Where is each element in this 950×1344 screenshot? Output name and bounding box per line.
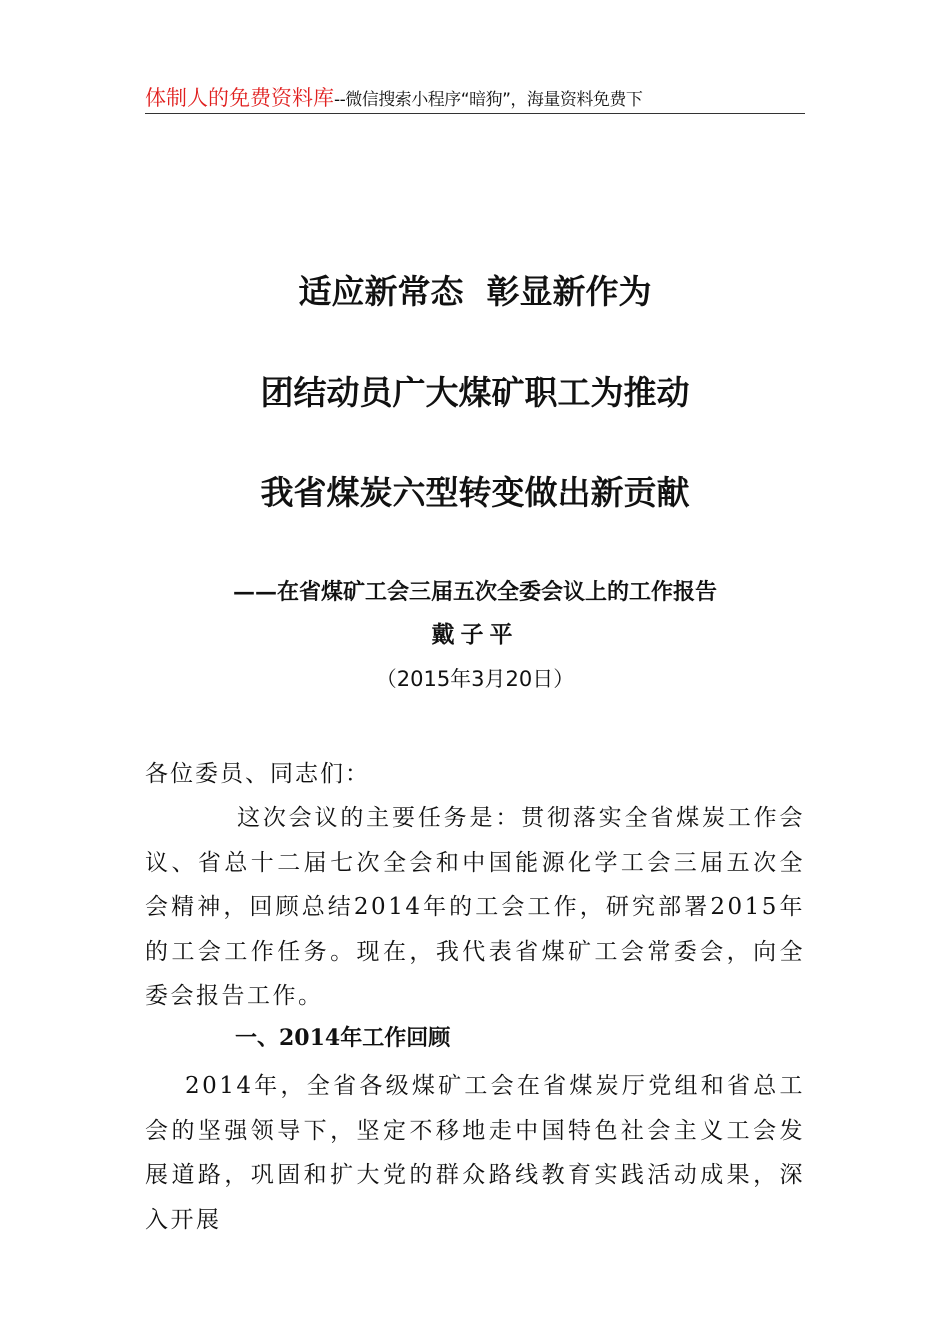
header-note: --微信搜索小程序“暗狗”，海量资料免费下	[334, 90, 643, 110]
salutation: 各位委员、同志们：	[145, 761, 370, 787]
page-header	[145, 82, 805, 112]
title-line-3: 我省煤炭六型转变做出新贡献	[260, 473, 690, 512]
subtitle: ——在省煤矿工会三届五次全委会议上的工作报告	[232, 579, 717, 605]
title-line-2: 团结动员广大煤矿职工为推动	[260, 373, 690, 412]
paragraph-intro: 这次会议的主要任务是：贯彻落实全省煤炭工作会议、省总十二届七次全会和中国能源化学工会三届五次全会精神，回顾总结2014年的工会工作，研究部署2015年的工会工作任务。现在，我代表省煤矿工会常委会，向全委会报告工作。	[145, 805, 805, 1009]
paragraph-review: 2014年，全省各级煤矿工会在省煤炭厅党组和省总工会的坚强领导下，坚定不移地走中国特色社会主义工会发展道路，巩固和扩大党的群众路线教育实践活动成果，深入开展	[145, 1073, 805, 1233]
report-date: （2015年3月20日）	[375, 667, 575, 691]
title-line-1: 适应新常态 彰显新作为	[298, 272, 652, 311]
header-divider	[145, 113, 805, 114]
author-name: 戴子平	[431, 621, 519, 648]
header-brand: 体制人的免费资料库	[145, 86, 334, 110]
section-heading-1: 一、2014年工作回顾	[235, 1025, 451, 1051]
